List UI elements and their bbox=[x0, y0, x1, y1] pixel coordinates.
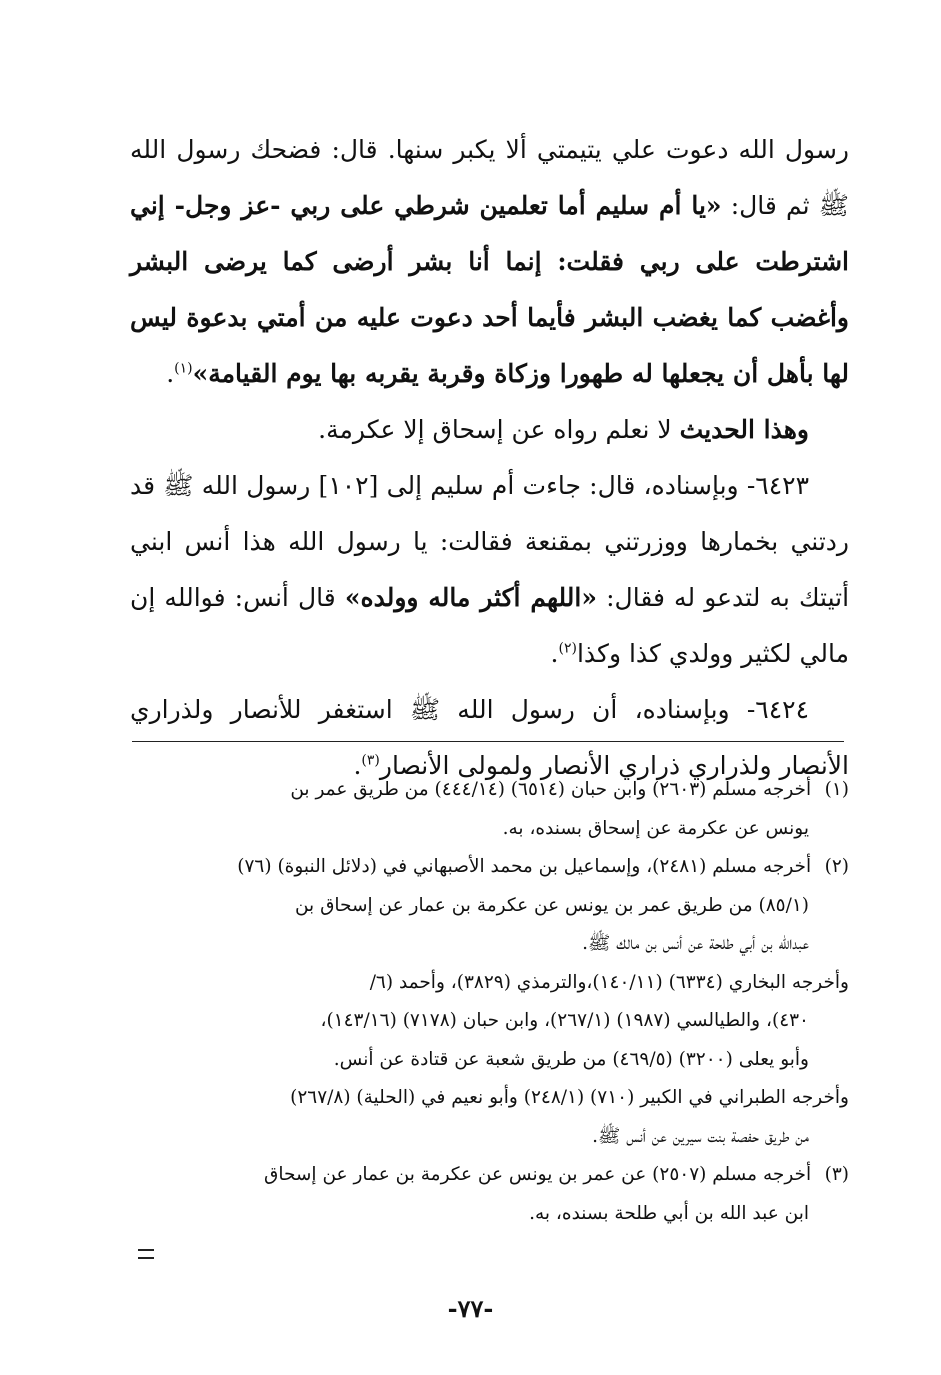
commentary-text: لا نعلم رواه عن إسحاق إلا عكرمة. bbox=[318, 415, 680, 444]
period: . bbox=[166, 359, 175, 388]
hadith-quote: «اللهم أكثر ماله وولده» bbox=[344, 583, 597, 612]
footnote-text: أخرجه مسلم (٢٥٠٧) عن عمر بن يونس عن عكرمة بن عمار عن إسحاق bbox=[263, 1164, 812, 1185]
footnote-ref-2: (٢) bbox=[558, 640, 577, 657]
footnote-divider bbox=[132, 741, 844, 742]
continuation-mark bbox=[138, 1249, 154, 1259]
footnotes bbox=[130, 771, 849, 1233]
footnote-1 bbox=[130, 771, 849, 848]
footnote-line: ابن عبد الله بن أبي طلحة بسنده، به. bbox=[529, 1202, 809, 1224]
paragraph-hadith-continuation bbox=[130, 122, 849, 402]
main-text bbox=[130, 122, 849, 794]
footnote-number: (٢) bbox=[824, 856, 849, 877]
footnote-text: أخرجه مسلم (٢٤٨١)، وإسماعيل بن محمد الأصبهاني في (دلائل النبوة) (٧٦) bbox=[237, 856, 812, 877]
footnote-line: (٨٥/١) من طريق عمر بن يونس عن عكرمة بن عمار عن إسحاق بن bbox=[294, 894, 809, 916]
footnote-line: ٤٣٠)، والطيالسي (١٩٨٧) (٢٦٧/١)، وابن حبان (٧١٧٨) (١٤٣/١٦)، bbox=[320, 1010, 809, 1031]
footnote-number: (٣) bbox=[824, 1164, 849, 1185]
footnote-line bbox=[130, 771, 849, 810]
paragraph-text: قال أنس: فوالله إن مالي لكثير وولدي كذا وكذا bbox=[130, 583, 849, 668]
paragraph-hadith-6423 bbox=[130, 458, 849, 682]
footnote-line: وأخرجه البخاري (٦٣٣٤) (١٤٠/١١)،والترمذي (٣٨٢٩)، وأحمد (٦/ bbox=[369, 971, 849, 993]
footnote-line bbox=[130, 1156, 849, 1195]
commentary-lead: وهذا الحديث bbox=[679, 415, 809, 444]
footnote-line: وأخرجه الطبراني في الكبير (٧١٠) (٢٤٨/١) وأبو نعيم في (الحلية) (٢٦٧/٨) bbox=[290, 1087, 849, 1108]
page-number: -٧٧- bbox=[447, 1294, 494, 1323]
footnote-line: وأبو يعلى (٣٢٠٠) (٤٦٩/٥) من طريق شعبة عن قتادة عن أنس. bbox=[333, 1048, 809, 1070]
footnote-line: يونس عن عكرمة عن إسحاق بسنده، به. bbox=[502, 817, 809, 839]
footnote-3 bbox=[130, 1156, 849, 1233]
footnote-line: عبدالله بن أبي طلحة عن أنس بن مالك ﷺ. bbox=[582, 933, 809, 954]
footnote-ref-1: (١) bbox=[174, 360, 193, 377]
paragraph-commentary bbox=[130, 402, 849, 458]
period: . bbox=[353, 751, 362, 780]
paragraph-text: ٦٤٢٣- وبإسناده، قال: جاءت أم سليم إلى [١٠٢] رسول الله ﷺ قد ردتني بخمارها ووزرتني بمقنعة فقالت: يا رسول الله هذا أنس ابني أتيتك به لتدعو له فقال: bbox=[130, 471, 850, 612]
period: . bbox=[550, 639, 559, 668]
footnote-line bbox=[130, 848, 849, 887]
footnote-line: من طريق حفصة بنت سيرين عن أنس ﷺ. bbox=[592, 1125, 809, 1147]
paragraph-text: رسول الله دعوت علي يتيمتي ألا يكبر سنها. قال: فضحك رسول الله ﷺ ثم قال: bbox=[130, 135, 849, 220]
footnote-2 bbox=[130, 848, 849, 1156]
footnote-ref-3: (٣) bbox=[361, 752, 380, 769]
paragraph-text: ٦٤٢٤- وبإسناده، أن رسول الله ﷺ استغفر للأنصار ولذراري الأنصار ولذراري ذراري الأنصار ولمولى الأنصار bbox=[130, 695, 849, 780]
footnote-text: أخرجه مسلم (٢٦٠٣) وابن حبان (٦٥١٤) (٤٤٤/١٤) من طريق عمر بن bbox=[290, 779, 812, 800]
hadith-quote: «يا أم سليم أما تعلمين شرطي على ربي -عز وجل- إني اشترطت على ربي فقلت: إنما أنا بشر أرضى كما يرضى البشر وأغضب كما يغضب البشر فأيما أحد دعوت عليه من أمتي بدعوة ليس لها بأهل أن يجعلها له طهورا وزكاة وقربة يقربه بها يوم القيامة» bbox=[130, 191, 849, 388]
footnote-number: (١) bbox=[824, 779, 849, 800]
